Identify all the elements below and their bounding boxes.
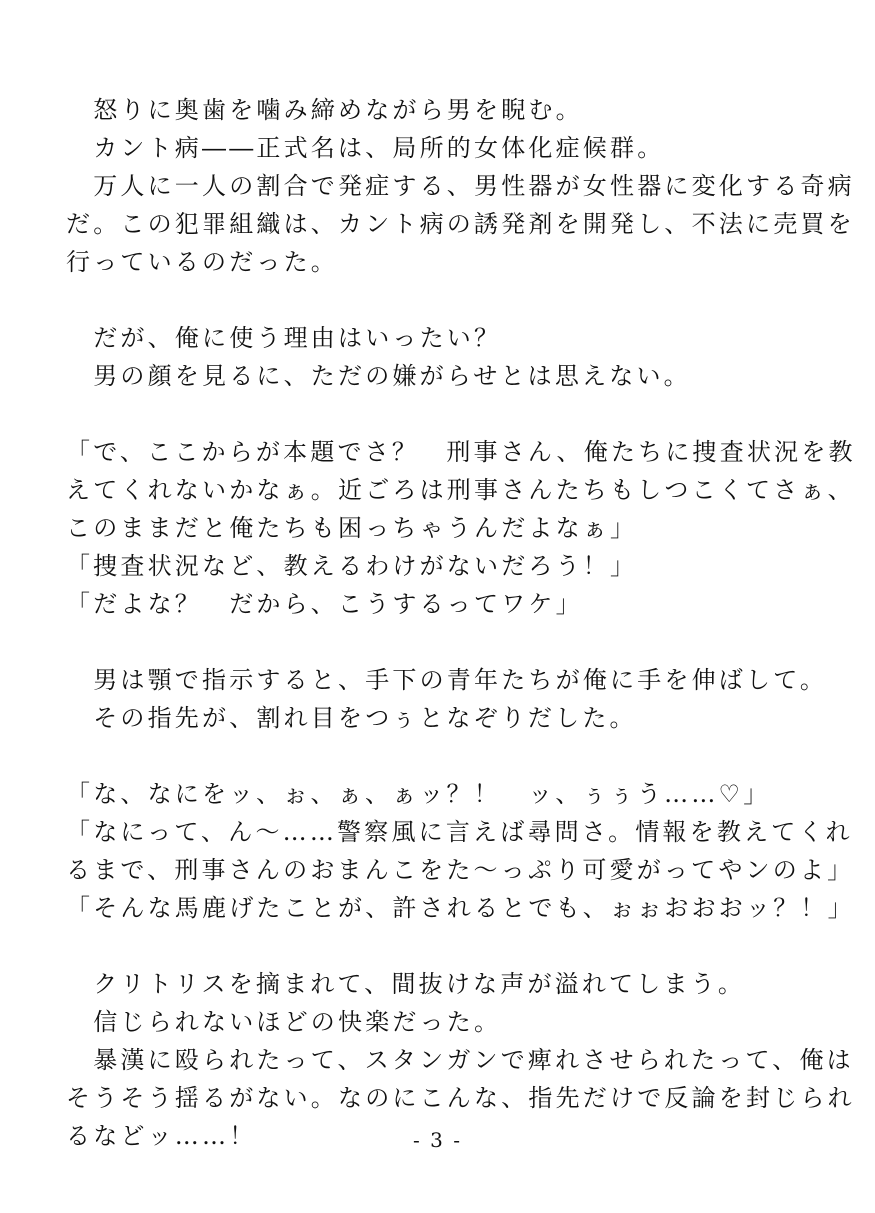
blank-line <box>66 927 826 965</box>
text-line: 信じられないほどの快楽だった。 <box>66 1008 502 1036</box>
blank-line <box>66 737 826 775</box>
text-line: 行っているのだった。 <box>66 248 338 276</box>
page-number: - 3 - <box>413 1128 462 1152</box>
text-line: 男は顎で指示すると、手下の青年たちが俺に手を伸ばして。 <box>66 666 828 694</box>
text-line: だが、俺に使う理由はいったい？ <box>66 324 502 352</box>
text-line: えてくれないかなぁ。近ごろは刑事さんたちもしつこくてさぁ、 <box>66 476 855 504</box>
text-line: カント病――正式名は、局所的女体化症候群。 <box>66 134 665 162</box>
text-line: 「だよな？ だから、こうするってワケ」 <box>66 590 583 618</box>
body-text <box>66 91 856 1155</box>
text-line: 「で、ここからが本題でさ？ 刑事さん、俺たちに捜査状況を教 <box>66 438 856 466</box>
text-line: このままだと俺たちも困っちゃうんだよなぁ」 <box>66 514 638 542</box>
text-line: その指先が、割れ目をつぅとなぞりだした。 <box>66 704 637 732</box>
blank-line <box>66 395 826 433</box>
text-line: 男の顔を見るに、ただの嫌がらせとは思えない。 <box>66 362 691 390</box>
text-line: 暴漢に殴られたって、スタンガンで痺れさせられたって、俺は <box>66 1046 854 1074</box>
text-line: 万人に一人の割合で発症する、男性器が女性器に変化する奇病 <box>66 172 855 200</box>
text-line: 「なにって、ん～……警察風に言えば尋問さ。情報を教えてくれ <box>66 818 853 846</box>
text-line: 「そんな馬鹿げたことが、許されるとでも、ぉぉおおおッ？！」 <box>66 894 855 922</box>
text-line: るなどッ……！ <box>66 1122 257 1150</box>
blank-line <box>66 623 826 661</box>
text-line: 怒りに奥歯を噛み締めながら男を睨む。 <box>66 96 583 124</box>
text-line: そうそう揺るがない。なのにこんな、指先だけで反論を封じられ <box>66 1084 855 1112</box>
text-line: 「な、なにをッ、ぉ、ぁ、ぁッ？！ ッ、ぅぅう……♡」 <box>66 780 771 808</box>
text-line: だ。この犯罪組織は、カント病の誘発剤を開発し、不法に売買を <box>66 210 855 238</box>
text-line: るまで、刑事さんのおまんこをた～っぷり可愛がってやンのよ」 <box>66 856 855 884</box>
text-line: クリトリスを摘まれて、間抜けな声が溢れてしまう。 <box>66 970 746 998</box>
text-line: 「捜査状況など、教えるわけがないだろう！」 <box>66 552 638 580</box>
blank-line <box>66 281 826 319</box>
